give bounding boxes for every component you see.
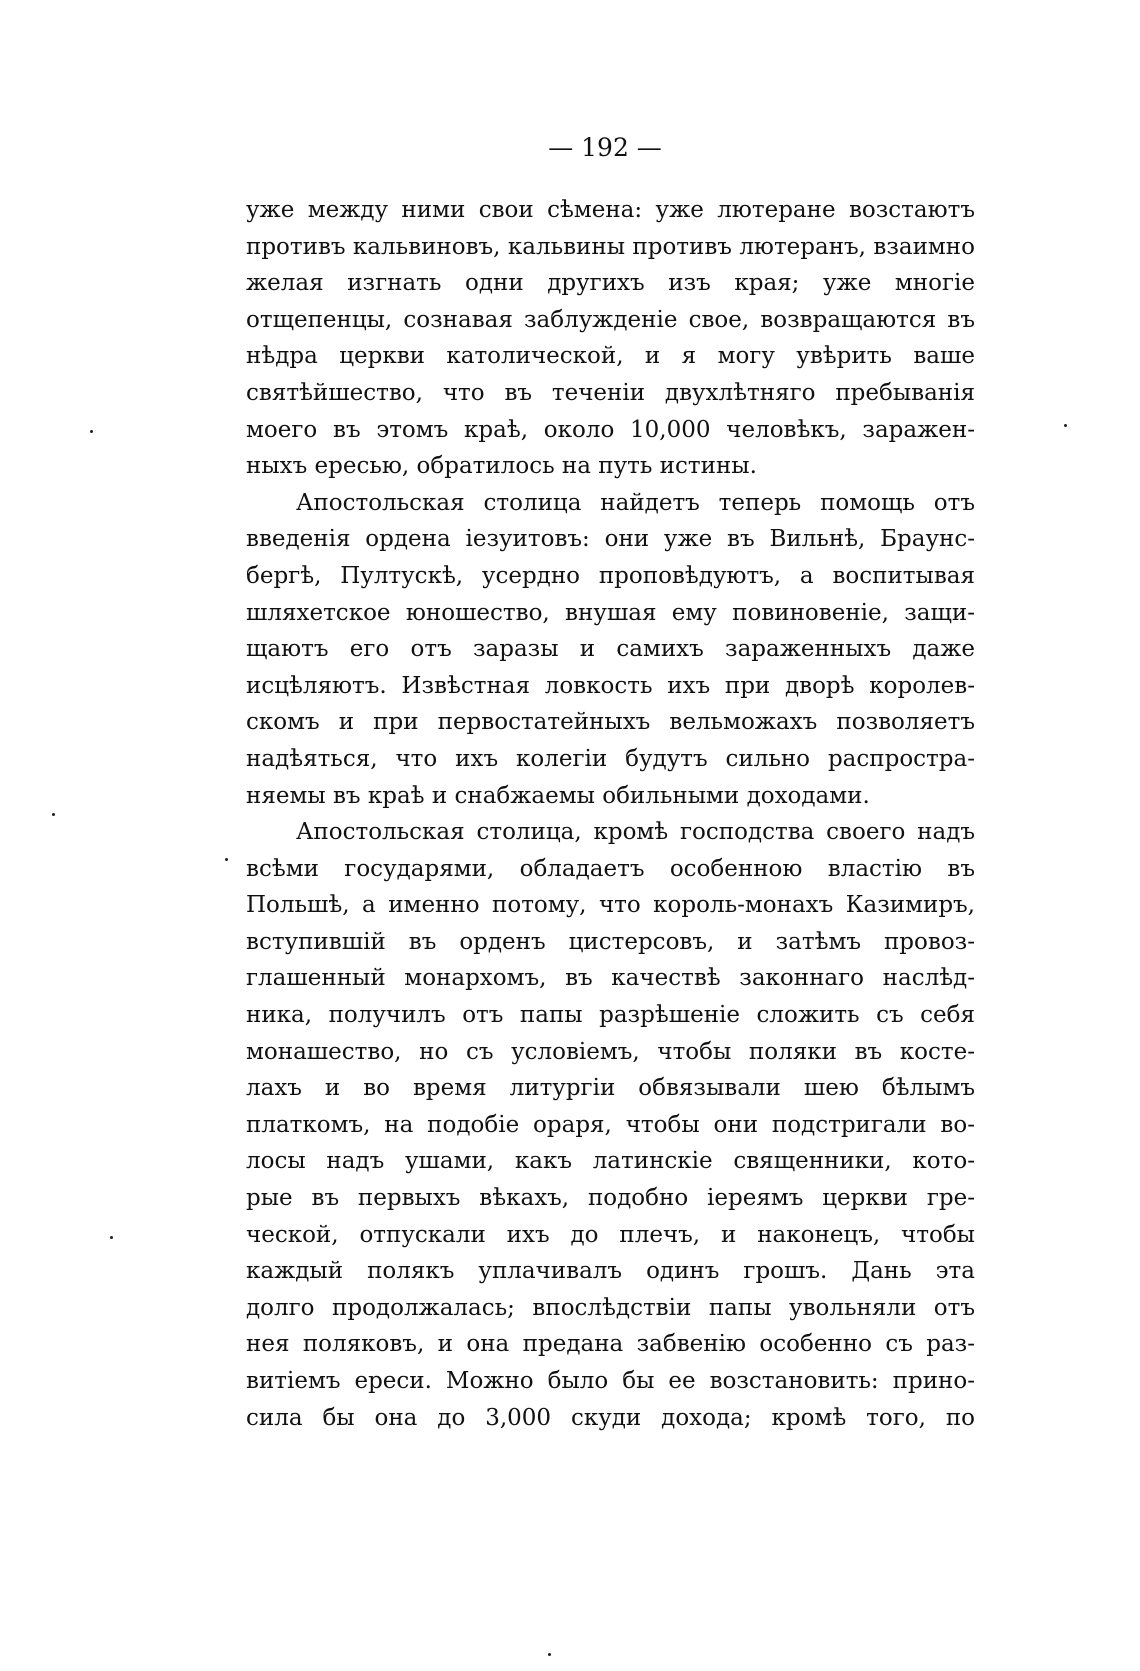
text-line: ныхъ ересью, обратилось на путь истины. (246, 453, 757, 480)
print-speck (110, 1236, 113, 1239)
text-line: монашество, но съ условіемъ, чтобы поляки въ костe- (246, 1038, 975, 1065)
print-speck (225, 858, 228, 861)
text-line: бергѣ, Пултускѣ, усердно проповѣдуютъ, а воспитывая (246, 562, 975, 589)
text-line: лосы надъ ушами, какъ латинскіе священники, кото- (246, 1148, 975, 1175)
text-line: сила бы она до 3,000 скуди дохода; кромѣ того, по (246, 1404, 975, 1431)
text-line: шляхетское юношество, внушая ему повиновеніе, защи- (246, 599, 975, 626)
text-line: желая изгнать одни другихъ изъ края; уже многіе (246, 270, 975, 297)
text-line: уже между ними свои сѣмена: уже лютеране возстаютъ (246, 197, 975, 223)
text-line: противъ кальвиновъ, кальвины противъ лютеранъ, взаимно (246, 233, 975, 260)
text-line: платкомъ, на подобіе ораря, чтобы они подстригали во- (246, 1111, 975, 1138)
text-line: нея поляковъ, и она предана забвенію особенно съ раз- (246, 1331, 975, 1358)
text-line: отщепенцы, сознавая заблужденіе свое, возвращаются въ (246, 306, 975, 333)
text-line: всѣми государями, обладаетъ особенною властію въ (246, 855, 975, 882)
print-speck (52, 813, 55, 816)
print-speck (1064, 424, 1067, 427)
text-line: лахъ и во время литургіи обвязывали шею бѣлымъ (246, 1075, 975, 1102)
text-line: ника, получилъ отъ папы разрѣшеніе сложить съ себя (246, 1002, 975, 1029)
text-line: Апостольская столица, кромѣ господства своего надъ (296, 819, 975, 846)
text-line: рые въ первыхъ вѣкахъ, подобно іереямъ церкви гре- (246, 1185, 975, 1212)
text-line: витіемъ ереси. Можно было бы ее возстановить: прино- (246, 1368, 975, 1394)
text-line: святѣйшество, что въ теченіи двухлѣтняго пребыванія (246, 379, 975, 406)
text-line: вступившій въ орденъ цистерсовъ, и затѣмъ провоз- (246, 928, 975, 955)
text-line: няемы въ краѣ и снабжаемы обильными доходами. (246, 782, 870, 809)
body-text (246, 192, 975, 1436)
text-line: нѣдра церкви католической, и я могу увѣрить ваше (246, 343, 975, 370)
text-line: надѣяться, что ихъ колегіи будутъ сильно распростра- (246, 745, 975, 772)
print-speck (548, 1653, 551, 1656)
text-line: скомъ и при первостатейныхъ вельможахъ позволяетъ (246, 709, 975, 736)
page-number: — 192 — (548, 133, 662, 162)
text-line: Апостольская столица найдетъ теперь помощь отъ (296, 489, 975, 516)
print-speck (90, 430, 93, 433)
text-line: долго продолжалась; впослѣдствіи папы увольняли отъ (246, 1294, 975, 1321)
text-line: исцѣляютъ. Извѣстная ловкость ихъ при дворѣ королев- (246, 672, 975, 699)
text-line: глашенный монархомъ, въ качествѣ законнаго наслѣд- (246, 965, 975, 992)
text-line: ческой, отпускали ихъ до плечъ, и наконецъ, чтобы (246, 1221, 975, 1248)
text-line: моего въ этомъ краѣ, около 10,000 человѣкъ, заражен- (246, 416, 975, 443)
text-line: Польшѣ, а именно потому, что король-монахъ Казимиръ, (246, 892, 975, 919)
text-line: щаютъ его отъ заразы и самихъ зараженныхъ даже (246, 636, 975, 663)
text-line: каждый полякъ уплачивалъ одинъ грошъ. Дань эта (246, 1258, 975, 1285)
text-line: введенія ордена іезуитовъ: они уже въ Вильнѣ, Браунс- (246, 526, 975, 553)
